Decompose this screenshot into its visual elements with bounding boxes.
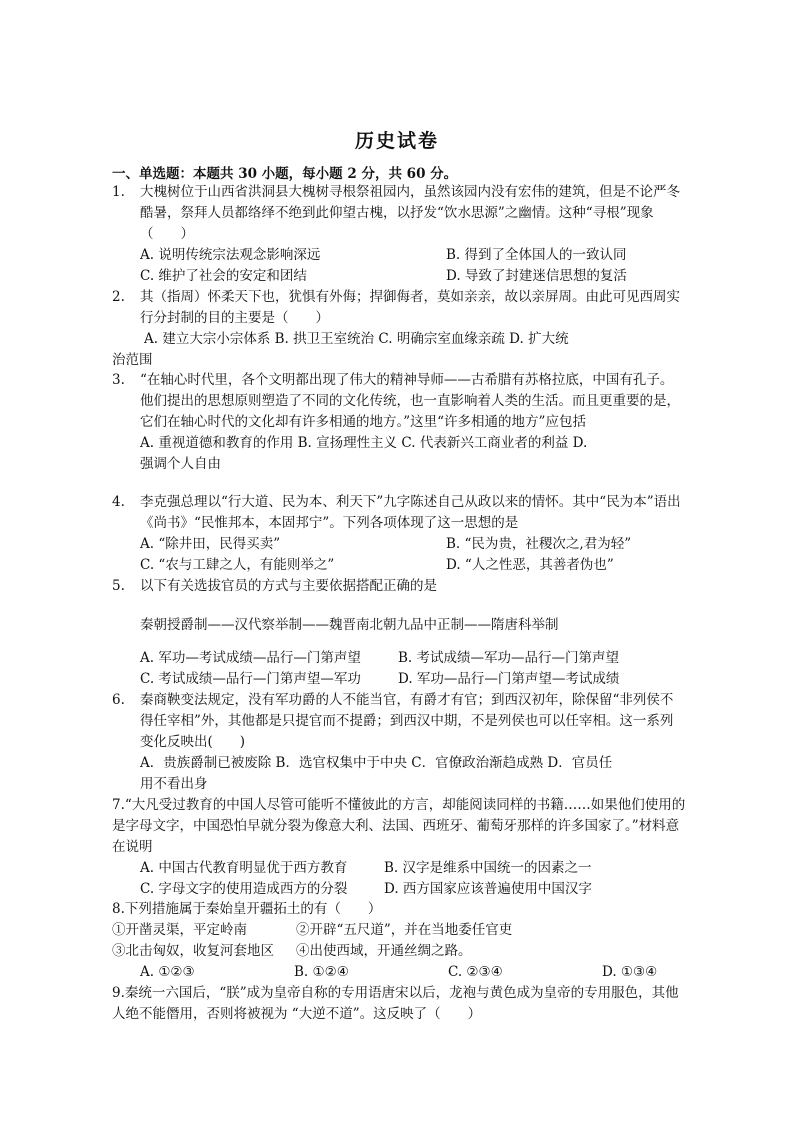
option-b: B. 汉字是维系中国统一的因素之一	[384, 860, 592, 876]
option-a: A. 中国古代教育明显优于西方教育	[140, 860, 348, 876]
options-line-wrap: 治范围	[112, 352, 153, 368]
option-b: B. 考试成绩—军功—品行—门第声望	[398, 650, 620, 666]
question-1	[112, 182, 684, 287]
question-number: 2.	[112, 289, 125, 305]
question-number: 4.	[112, 494, 125, 510]
question-number: 3.	[112, 372, 125, 388]
question-8	[112, 899, 692, 983]
option-d: D. 西方国家应该普遍使用中国汉字	[384, 881, 592, 897]
question-stem: 7.“大凡受过教育的中国人尽管可能听不懂彼此的方言，却能阅读同样的书籍……如果他们使用的是字母文字，中国恐怕早就分裂为像意大利、法国、西班牙、葡萄牙那样的许多国家了。”材料意在说明	[112, 797, 686, 855]
question-number: 5.	[112, 578, 125, 594]
options-line: A. 建立大宗小宗体系 B. 拱卫王室统治 C. 明确宗室血缘亲疏 D. 扩大统	[144, 331, 569, 347]
statement-4: ④出使西域，开通丝绸之路。	[296, 943, 472, 959]
question-6	[112, 690, 684, 795]
options-line: A．贵族爵制已被废除 B．选官权集中于中央 C．官僚政治渐趋成熟 D．官员任	[140, 755, 613, 771]
question-4	[112, 492, 684, 576]
question-stem: 9.秦统一六国后，“朕”成为皇帝自称的专用语唐宋以后，龙袍与黄色成为皇帝的专用服色，其他人绝不能僭用，否则将被视为 “大逆不道”。这反映了（ ）	[112, 985, 679, 1022]
options-line: A. 重视道德和教育的作用 B. 宣扬理性主义 C. 代表新兴工商业者的利益 D.	[140, 435, 588, 451]
option-c: C. 字母文字的使用造成西方的分裂	[140, 881, 348, 897]
option-c: C. 考试成绩—品行—门第声望—军功	[140, 671, 361, 687]
section-heading: 一、单选题：本题共 30 小题，每小题 2 分，共 60 分。	[112, 166, 458, 182]
option-a: A. 军功—考试成绩—品行—门第声望	[140, 650, 361, 666]
options	[140, 534, 684, 576]
question-2	[112, 287, 684, 371]
question-number: 1.	[112, 184, 125, 200]
option-d: D. “人之性恶，其善者伪也”	[446, 557, 614, 573]
question-3	[112, 370, 684, 475]
options	[140, 962, 692, 983]
option-a: A. “除井田，民得买卖”	[140, 536, 281, 552]
option-d: D. 军功—品行—门第声望—考试成绩	[398, 671, 620, 687]
option-a: A. ①②③	[140, 964, 195, 980]
option-b: B. “民为贵，社稷次之,君为轻”	[446, 536, 632, 552]
question-stem: “在轴心时代里，各个文明都出现了伟大的精神导师——古希腊有苏格拉底，中国有孔子。他们提出的思想原则塑造了不同的文化传统，也一直影响着人类的生活。而且更重要的是，它们在轴心时代的文化却有许多相通的地方。”这里“许多相通的地方”应包括	[140, 372, 680, 430]
question-7	[112, 795, 692, 900]
option-d: D. 导致了封建迷信思想的复活	[446, 268, 627, 284]
question-9	[112, 983, 692, 1025]
question-5	[112, 576, 684, 597]
option-b: B. 得到了全体国人的一致认同	[446, 247, 627, 263]
question-number: 6.	[112, 692, 125, 708]
statement-2: ②开辟“五尺道”，并在当地委任官吏	[296, 922, 513, 938]
question-stem: 其（指周）怀柔天下也，犹惧有外侮；捍御侮者，莫如亲亲，故以亲屏周。由此可见西周实行分封制的目的主要是（ ）	[140, 289, 680, 326]
options	[140, 858, 692, 900]
question-5-material: 秦朝授爵制——汉代察举制——魏晋南北朝九品中正制——隋唐科举制	[140, 617, 559, 633]
page-title: 历史试卷	[354, 130, 439, 152]
question-stem: 李克强总理以“行大道、民为本、利天下”九字陈述自己从政以来的情怀。其中“民为本”语出《尚书》“民惟邦本，本固邦宁”。下列各项体现了这一思想的是	[140, 494, 681, 531]
options-line-wrap: 用不看出身	[140, 776, 208, 792]
option-c: C. “农与工肆之人，有能则举之”	[140, 557, 335, 573]
option-c: C. 维护了社会的安定和团结	[140, 268, 307, 284]
option-d: D. ①③④	[602, 964, 658, 980]
option-a: A. 说明传统宗法观念影响深远	[140, 247, 321, 263]
question-5-options	[112, 648, 684, 690]
options-line-wrap: 强调个人自由	[140, 456, 221, 472]
statement-3: ③北击匈奴，收复河套地区	[112, 943, 274, 959]
statement-1: ①开凿灵渠，平定岭南	[112, 922, 247, 938]
question-stem: 大槐树位于山西省洪洞县大槐树寻根祭祖园内，虽然该园内没有宏伟的建筑，但是不论严冬酷暑，祭拜人员都络绎不绝到此仰望古槐，以抒发“饮水思源”之幽情。这种“寻根”现象（ ）	[140, 184, 680, 242]
options	[140, 245, 684, 287]
question-stem: 以下有关选拔官员的方式与主要依据搭配正确的是	[140, 578, 437, 594]
question-stem: 8.下列措施属于秦始皇开疆拓土的有（ ）	[112, 901, 382, 917]
option-c: C. ②③④	[448, 964, 503, 980]
options	[140, 648, 684, 690]
option-b: B. ①②④	[294, 964, 349, 980]
question-stem: 秦商鞅变法规定，没有军功爵的人不能当官，有爵才有官；到西汉初年，除保留“非列侯不得任宰相”外，其他都是只提官而不提爵；到西汉中期，不是列侯也可以任宰相。这一系列变化反映出( )	[140, 692, 674, 750]
